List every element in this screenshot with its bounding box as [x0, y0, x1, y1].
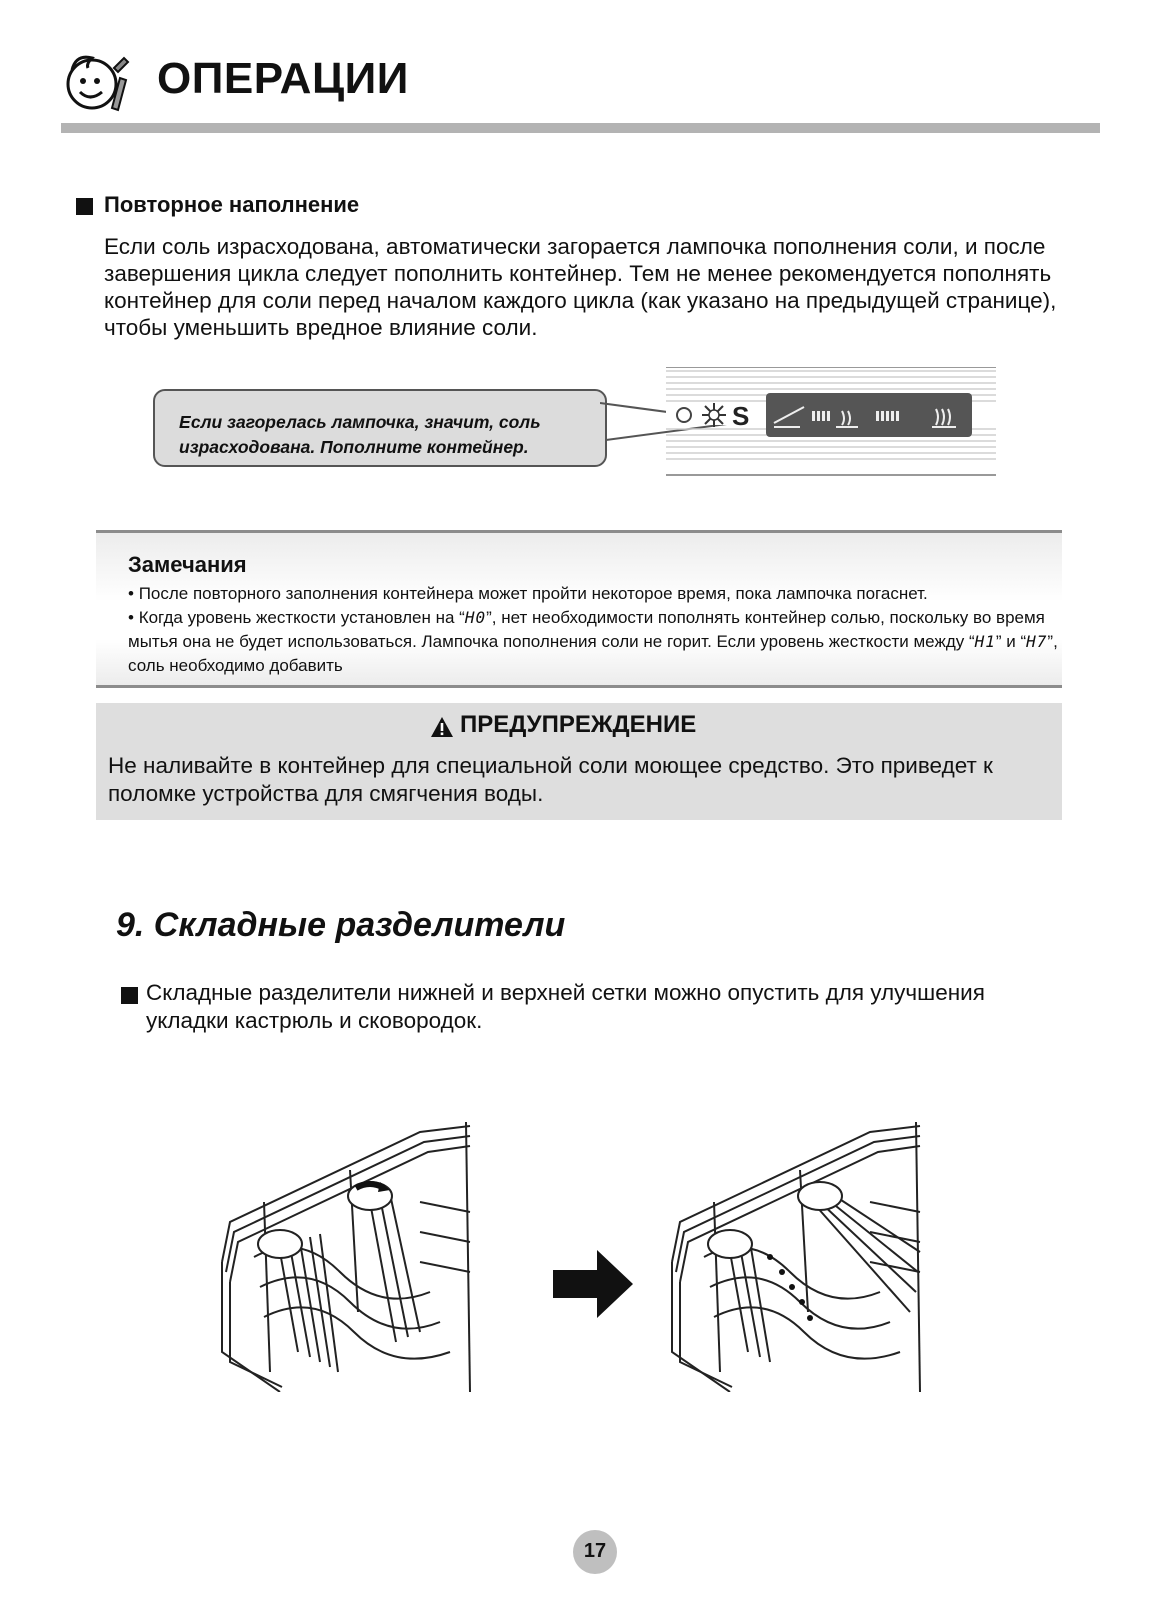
- section-bullet: [76, 198, 93, 215]
- note-text: Когда уровень жесткости установлен на “: [138, 608, 465, 627]
- warning-triangle-icon: [430, 716, 454, 738]
- hardness-code-h1: H1: [974, 632, 996, 651]
- warning-title: ПРЕДУПРЕЖДЕНИЕ: [460, 711, 697, 738]
- mascot-face-icon: [62, 48, 134, 118]
- note-item: • Когда уровень жесткости установлен на “H0”, нет необходимости пополнять контейнер солью, поскольку во время мытья она не будет использоваться. Лампочка пополнения соли не горит. Если уровень жесткости между “H1” и “H7”, соль необходимо добавить: [128, 608, 1058, 675]
- note-text: ”, нет необходимости пополнять контейнер солью, поскольку во время мытья она не будет использоваться. Лампочка пополнения соли не горит. Если уровень жесткости между “: [128, 608, 1045, 651]
- refill-paragraph: Если соль израсходована, автоматически загорается лампочка пополнения соли, и после завершения цикла следует пополнить контейнер. Тем не менее рекомендуется пополнять контейнер для соли перед началом каждого цикла (как указано на предыдущей странице), чтобы уменьшить вредное влияние соли.: [104, 234, 1057, 340]
- section-9-title: 9. Складные разделители: [116, 906, 566, 944]
- note-text: ”, соль необходимо добавить: [128, 632, 1058, 675]
- section-9-paragraph: Складные разделители нижней и верхней сетки можно опустить для улучшения укладки кастрюль и сковородок.: [146, 980, 985, 1033]
- hardness-code-h7: H7: [1026, 632, 1048, 651]
- svg-text:S: S: [732, 401, 750, 431]
- rack-tines-down-illustration: [670, 1122, 940, 1392]
- header-rule: [61, 123, 1100, 133]
- note-item: • После повторного заполнения контейнера может пройти некоторое время, пока лампочка погаснет.: [128, 584, 928, 603]
- rack-tines-up-illustration: [220, 1122, 490, 1392]
- hardness-code-h0: H0: [464, 608, 487, 627]
- section-bullet: [121, 987, 138, 1004]
- notes-title: Замечания: [128, 552, 247, 577]
- callout-text: Если загорелась лампочка, значит, соль израсходована. Пополните контейнер.: [179, 412, 541, 457]
- note-text: После повторного заполнения контейнера может пройти некоторое время, пока лампочка погаснет.: [138, 584, 928, 603]
- refill-heading: Повторное наполнение: [104, 192, 360, 217]
- note-text: ” и “: [995, 632, 1027, 651]
- arrow-right-icon: [553, 1250, 633, 1318]
- page-number: 17: [583, 1540, 607, 1562]
- warning-text: Не наливайте в контейнер для специальной соли моющее средство. Это приведет к поломке устройства для смягчения воды.: [108, 753, 993, 806]
- control-panel-salt-indicator: [666, 367, 996, 477]
- page-title: ОПЕРАЦИИ: [157, 54, 409, 103]
